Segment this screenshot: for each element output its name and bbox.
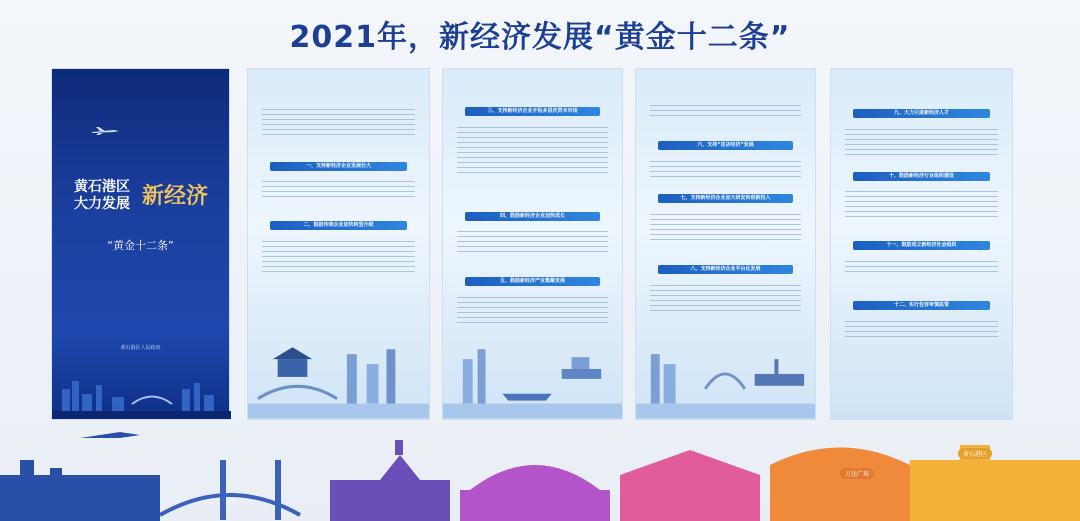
section-heading-5: 五、鼓励新经济产业集聚发展 <box>465 277 600 286</box>
cover-issuer: 黄石港区人民政府 <box>120 345 161 351</box>
cover-calligraphy: 新经济 <box>142 183 209 209</box>
section-heading-2: 二、鼓励传统企业加快转型升级 <box>270 221 407 230</box>
section-text-5-cont <box>650 105 801 120</box>
section-heading-6: 六、支持“首店经济”发展 <box>658 141 793 150</box>
policy-panel-3 <box>635 68 816 420</box>
policy-panel-1 <box>247 68 430 420</box>
section-text-1 <box>262 181 415 201</box>
section-text-9 <box>845 129 998 159</box>
section-heading-3: 三、支持新经济企业开拓多层次资本市场 <box>465 107 600 116</box>
airplane-icon <box>90 126 120 136</box>
section-heading-9: 九、大力引进新经济人才 <box>853 109 990 118</box>
city-skyline-icon <box>52 359 231 419</box>
port-city-illustration-icon <box>636 319 815 419</box>
section-heading-1: 一、支持新经济企业发展壮大 <box>270 162 407 171</box>
section-heading-10: 十、鼓励新经济行业组织建设 <box>853 172 990 181</box>
section-text-10 <box>845 191 998 221</box>
section-heading-7: 七、支持新经济企业加大研发和创新投入 <box>658 194 793 203</box>
harbor-illustration-icon <box>443 319 622 419</box>
badge-plaza: 万达广场 <box>840 468 874 479</box>
cover-district-line2: 大力发展 <box>74 196 130 212</box>
section-text-3 <box>457 127 608 177</box>
landmark-skyline-illustration-icon <box>0 420 1080 521</box>
cover-district-line1: 黄石港区 <box>74 179 130 195</box>
section-text-12 <box>845 321 998 341</box>
section-text-6 <box>650 161 801 181</box>
section-heading-8: 八、支持新经济企业平台化发展 <box>658 265 793 274</box>
cover-district <box>74 179 130 213</box>
section-text-8 <box>650 285 801 315</box>
section-heading-12: 十二、实行包容审慎监管 <box>853 301 990 310</box>
badge-district: 黄石港区 <box>958 448 992 459</box>
policy-panel-4 <box>830 68 1013 420</box>
cover-panel <box>51 68 230 420</box>
section-heading-4: 四、鼓励新经济企业加快成长 <box>465 212 600 221</box>
policy-panel-2 <box>442 68 623 420</box>
intro-text <box>262 109 415 139</box>
cover-subtitle: “黄金十二条” <box>107 239 174 252</box>
section-text-7 <box>650 214 801 244</box>
pavilion-illustration-icon <box>248 319 429 419</box>
section-heading-11: 十一、鼓励成立新经济社会组织 <box>853 241 990 250</box>
page-title: 2021年，新经济发展“黄金十二条” <box>289 20 791 55</box>
section-text-11 <box>845 261 998 276</box>
section-text-2 <box>262 241 415 276</box>
section-text-4 <box>457 231 608 256</box>
